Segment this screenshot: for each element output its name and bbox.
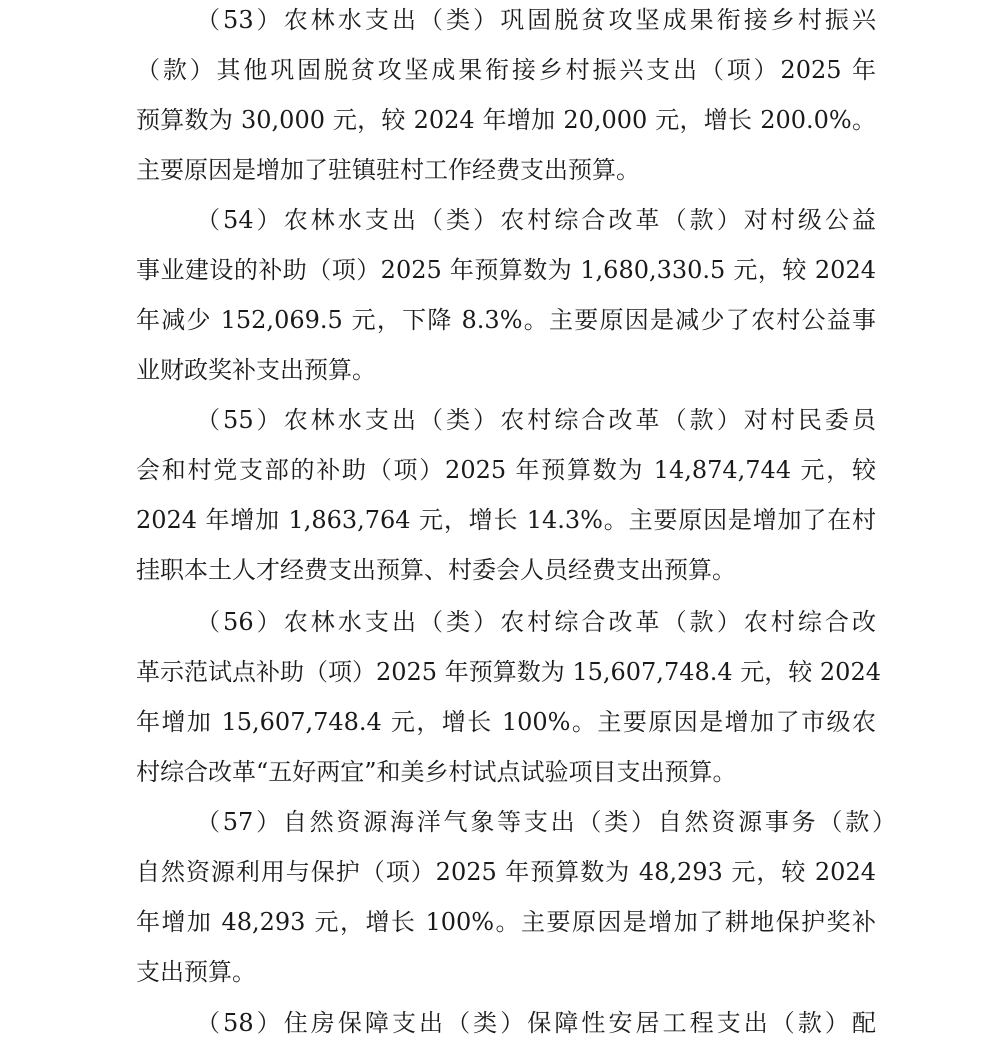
paragraph-57-line-3: 年增加 48,293 元，增长 100%。主要原因是增加了耕地保护奖补 [136, 908, 876, 936]
paragraph-53-line-4: 主要原因是增加了驻镇驻村工作经费支出预算。 [136, 156, 640, 184]
paragraph-57-line-1: （57）自然资源海洋气象等支出（类）自然资源事务（款） [196, 808, 896, 836]
paragraph-55-line-2: 会和村党支部的补助（项）2025 年预算数为 14,874,744 元，较 [136, 456, 876, 484]
paragraph-53-line-1: （53）农林水支出（类）巩固脱贫攻坚成果衔接乡村振兴 [196, 6, 876, 34]
paragraph-57-line-4: 支出预算。 [136, 958, 256, 986]
paragraph-56-line-2: 革示范试点补助（项）2025 年预算数为 15,607,748.4 元，较 2024 [136, 658, 881, 686]
paragraph-54-line-2: 事业建设的补助（项）2025 年预算数为 1,680,330.5 元，较 2024 [136, 256, 876, 284]
paragraph-56-line-1: （56）农林水支出（类）农村综合改革（款）农村综合改 [196, 608, 876, 636]
paragraph-54-line-1: （54）农林水支出（类）农村综合改革（款）对村级公益 [196, 206, 876, 234]
paragraph-55-line-3: 2024 年增加 1,863,764 元，增长 14.3%。主要原因是增加了在村 [136, 506, 876, 534]
paragraph-53-line-3: 预算数为 30,000 元，较 2024 年增加 20,000 元，增长 200.0%。 [136, 106, 876, 134]
paragraph-56-line-4: 村综合改革“五好两宜”和美乡村试点试验项目支出预算。 [136, 758, 737, 786]
paragraph-54-line-3: 年减少 152,069.5 元，下降 8.3%。主要原因是减少了农村公益事 [136, 306, 876, 334]
paragraph-58-line-1: （58）住房保障支出（类）保障性安居工程支出（款）配 [196, 1009, 876, 1037]
paragraph-56-line-3: 年增加 15,607,748.4 元，增长 100%。主要原因是增加了市级农 [136, 708, 876, 736]
paragraph-55-line-4: 挂职本土人才经费支出预算、村委会人员经费支出预算。 [136, 556, 736, 584]
paragraph-54-line-4: 业财政奖补支出预算。 [136, 356, 376, 384]
paragraph-55-line-1: （55）农林水支出（类）农村综合改革（款）对村民委员 [196, 406, 876, 434]
paragraph-57-line-2: 自然资源利用与保护（项）2025 年预算数为 48,293 元，较 2024 [136, 858, 876, 886]
paragraph-53-line-2: （款）其他巩固脱贫攻坚成果衔接乡村振兴支出（项）2025 年 [136, 56, 876, 84]
